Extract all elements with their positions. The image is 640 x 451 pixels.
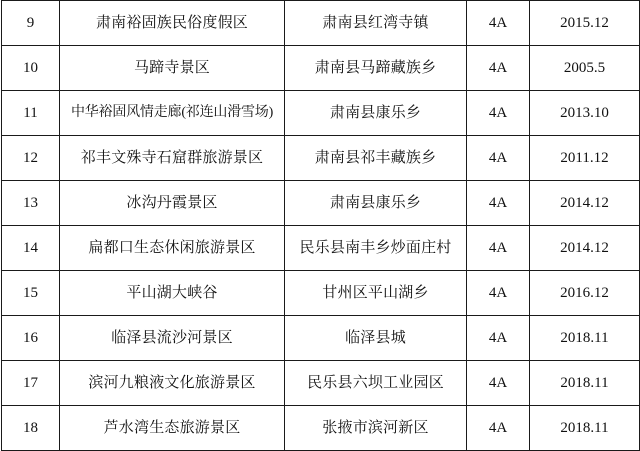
table-row [2, 136, 640, 181]
cell-date: 2011.12 [530, 136, 640, 181]
cell-date: 2005.5 [530, 46, 640, 91]
cell-index: 9 [2, 1, 60, 46]
cell-name: 祁丰文殊寺石窟群旅游景区 [60, 136, 285, 181]
cell-level: 4A [467, 181, 530, 226]
cell-date: 2014.12 [530, 181, 640, 226]
cell-location: 肃南县康乐乡 [285, 181, 467, 226]
cell-location: 张掖市滨河新区 [285, 406, 467, 451]
table-row [2, 406, 640, 451]
cell-index: 18 [2, 406, 60, 451]
cell-index: 14 [2, 226, 60, 271]
cell-location: 民乐县六坝工业园区 [285, 361, 467, 406]
table-row [2, 181, 640, 226]
cell-location: 临泽县城 [285, 316, 467, 361]
table-row [2, 271, 640, 316]
cell-level: 4A [467, 1, 530, 46]
cell-date: 2013.10 [530, 91, 640, 136]
cell-date: 2016.12 [530, 271, 640, 316]
scenic-spots-table [1, 0, 640, 451]
cell-name: 肃南裕固族民俗度假区 [60, 1, 285, 46]
table-row [2, 226, 640, 271]
table-row [2, 316, 640, 361]
table-row [2, 361, 640, 406]
cell-index: 16 [2, 316, 60, 361]
cell-name: 扁都口生态休闲旅游景区 [60, 226, 285, 271]
cell-location: 甘州区平山湖乡 [285, 271, 467, 316]
cell-level: 4A [467, 271, 530, 316]
cell-level: 4A [467, 361, 530, 406]
table-row [2, 46, 640, 91]
cell-name: 芦水湾生态旅游景区 [60, 406, 285, 451]
cell-date: 2014.12 [530, 226, 640, 271]
cell-level: 4A [467, 46, 530, 91]
cell-location: 肃南县康乐乡 [285, 91, 467, 136]
cell-index: 15 [2, 271, 60, 316]
cell-index: 12 [2, 136, 60, 181]
cell-location: 肃南县红湾寺镇 [285, 1, 467, 46]
cell-level: 4A [467, 316, 530, 361]
cell-level: 4A [467, 136, 530, 181]
cell-date: 2018.11 [530, 406, 640, 451]
cell-index: 17 [2, 361, 60, 406]
table-row [2, 1, 640, 46]
cell-location: 肃南县祁丰藏族乡 [285, 136, 467, 181]
cell-name: 临泽县流沙河景区 [60, 316, 285, 361]
cell-name: 滨河九粮液文化旅游景区 [60, 361, 285, 406]
cell-name: 冰沟丹霞景区 [60, 181, 285, 226]
cell-location: 民乐县南丰乡炒面庄村 [285, 226, 467, 271]
cell-level: 4A [467, 226, 530, 271]
cell-date: 2015.12 [530, 1, 640, 46]
cell-name: 平山湖大峡谷 [60, 271, 285, 316]
cell-index: 13 [2, 181, 60, 226]
cell-level: 4A [467, 406, 530, 451]
cell-level: 4A [467, 91, 530, 136]
cell-date: 2018.11 [530, 361, 640, 406]
table-body [2, 1, 640, 451]
cell-index: 11 [2, 91, 60, 136]
table-row [2, 91, 640, 136]
cell-name: 中华裕固风情走廊(祁连山滑雪场) [60, 91, 285, 136]
cell-name: 马蹄寺景区 [60, 46, 285, 91]
cell-index: 10 [2, 46, 60, 91]
cell-date: 2018.11 [530, 316, 640, 361]
cell-location: 肃南县马蹄藏族乡 [285, 46, 467, 91]
